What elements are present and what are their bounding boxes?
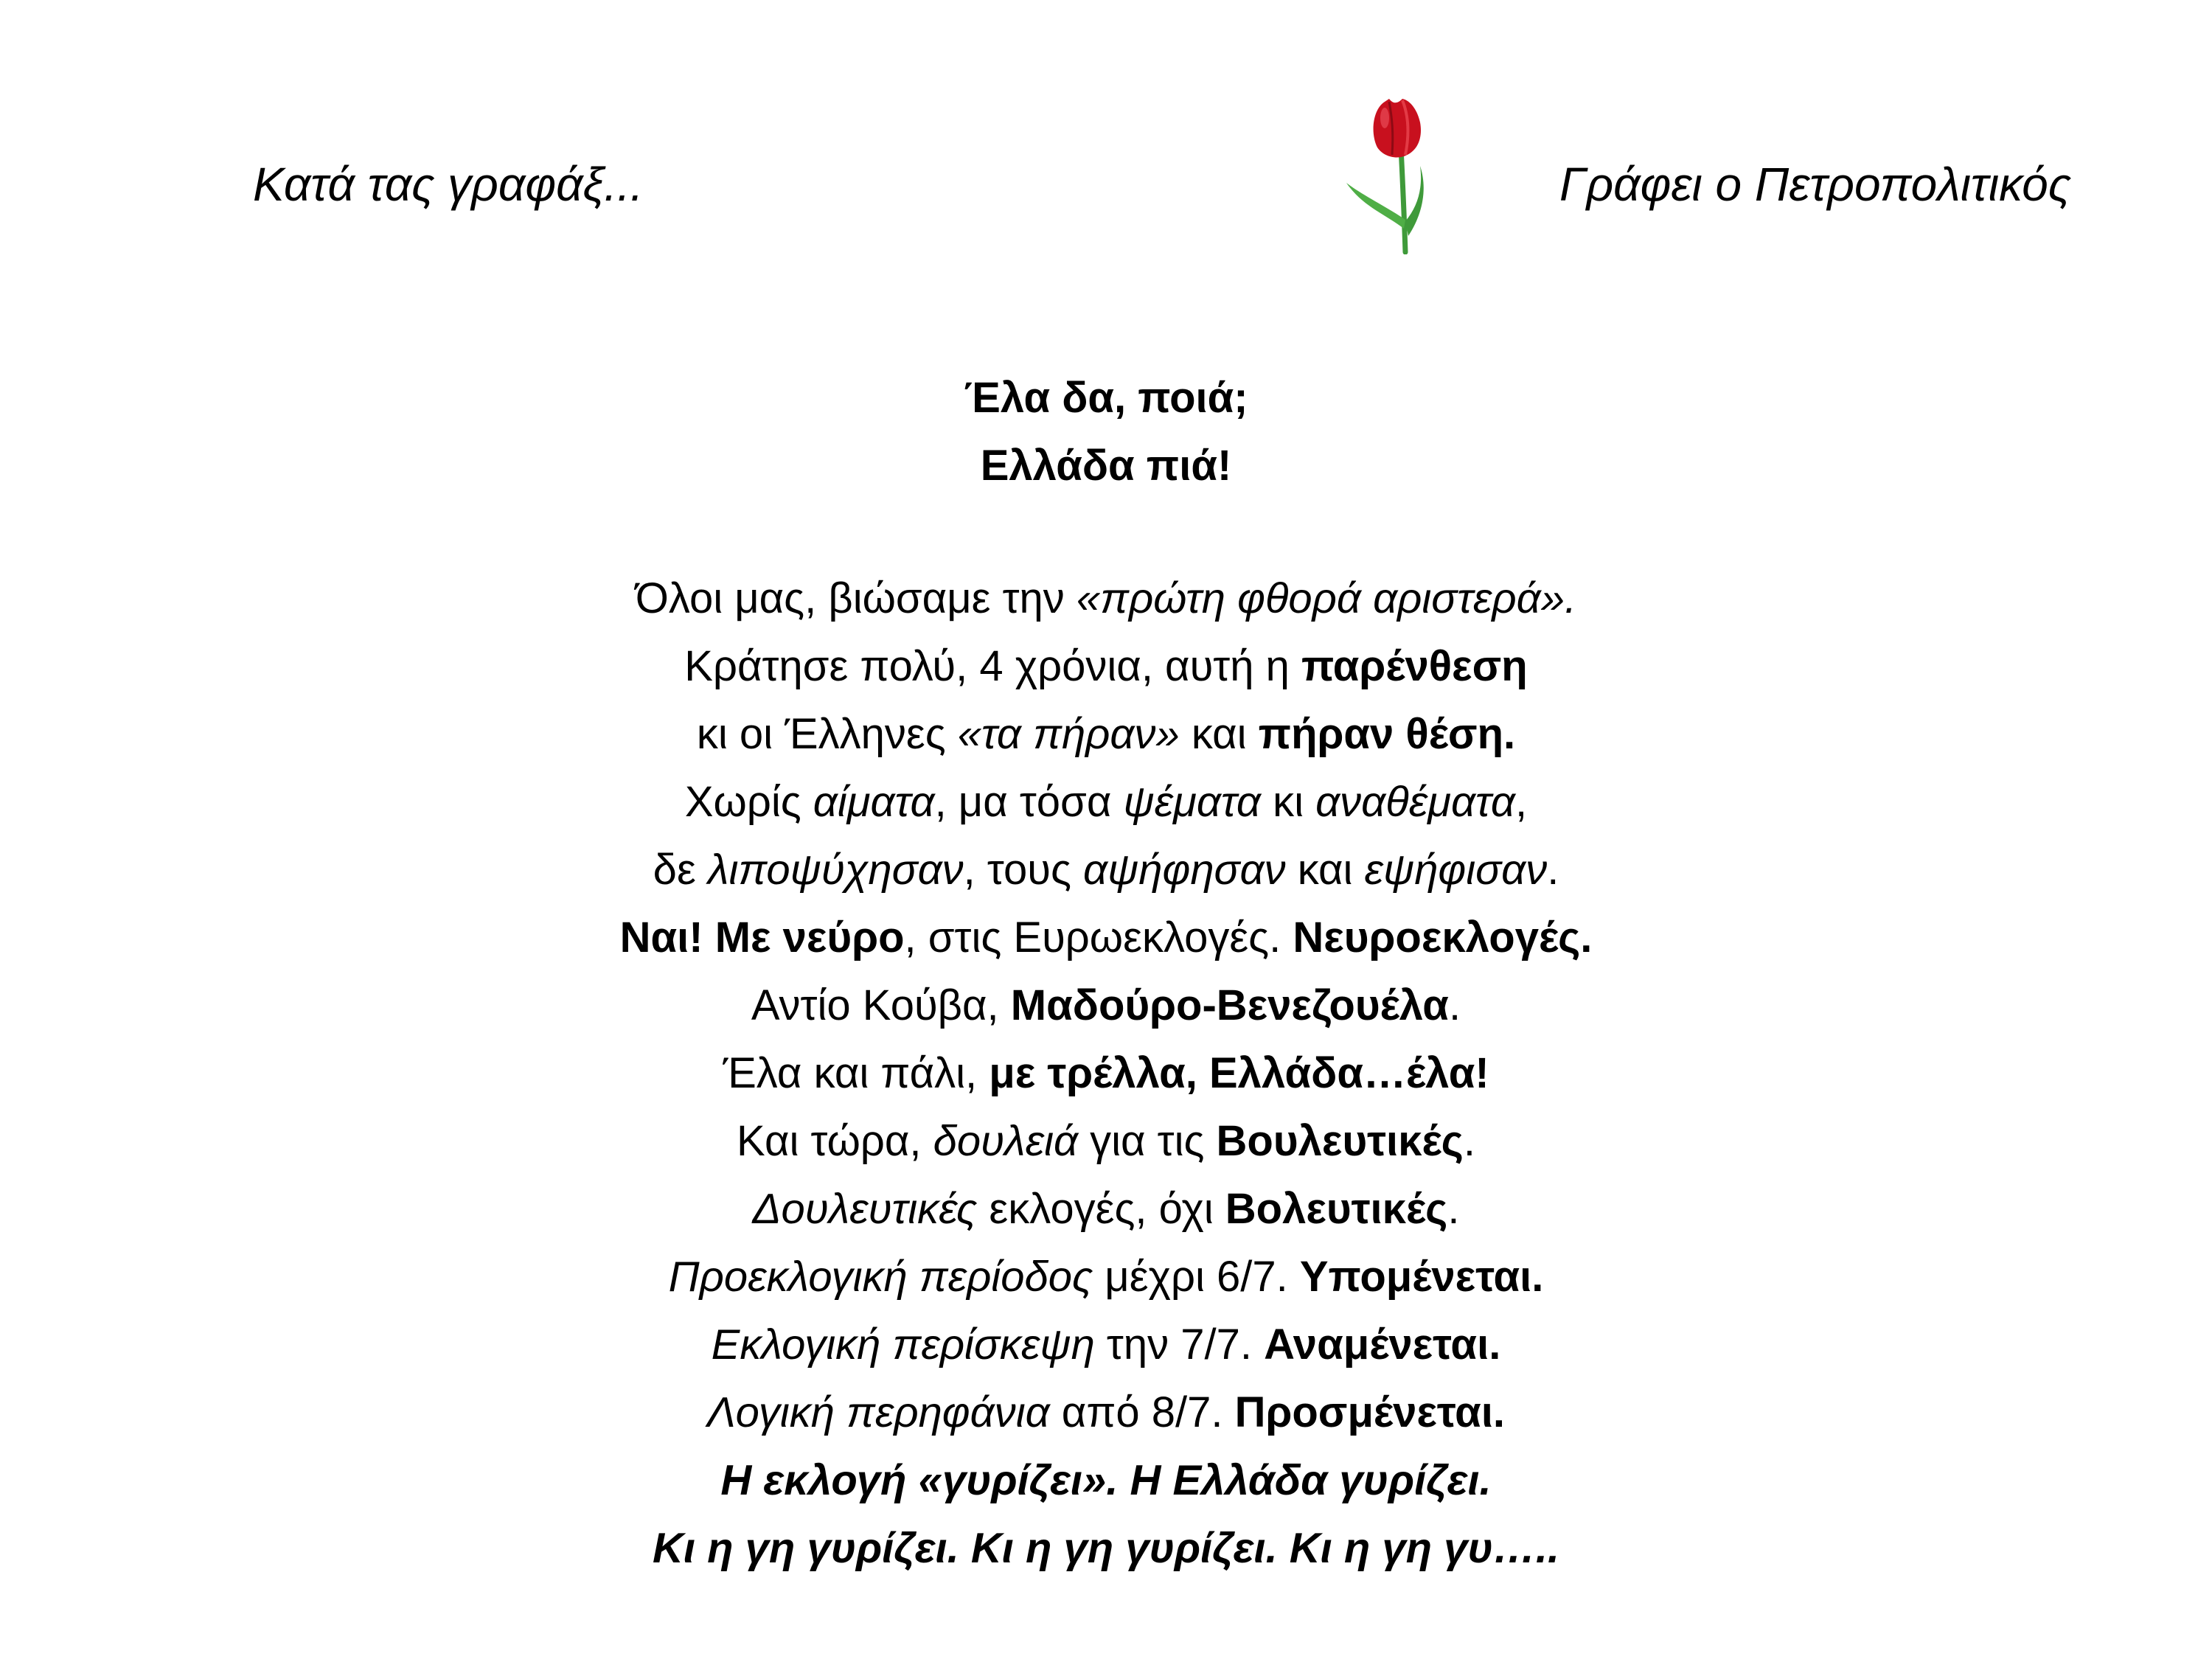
- poem-segment: Αντίο Κούβα,: [751, 981, 1011, 1029]
- poem-segment: Βολευτικές: [1225, 1185, 1448, 1233]
- poem-segment: κι οι Έλληνες: [696, 710, 958, 758]
- tulip-icon: [1340, 96, 1451, 254]
- poem-segment: με τρέλλα, Ελλάδα…έλα!: [989, 1049, 1489, 1097]
- poem-segment: Νευροεκλογές.: [1293, 914, 1593, 961]
- poem-segment: την 7/7.: [1094, 1321, 1265, 1368]
- poem-segment: Η εκλογή «γυρίζει». Η Ελλάδα γυρίζει.: [720, 1456, 1492, 1504]
- poem-line: [0, 972, 2212, 1040]
- poem-line: [0, 1243, 2212, 1311]
- poem-segment: Προεκλογική περίοδος: [668, 1253, 1093, 1301]
- poem-body: [0, 565, 2212, 1582]
- title-line: Έλα δα, ποιά;: [964, 374, 1248, 422]
- poem-segment: Προσμένεται.: [1234, 1388, 1506, 1436]
- poem-segment: Και τώρα,: [737, 1117, 933, 1165]
- poem-title: [0, 364, 2212, 500]
- poem-segment: Ναι! Με νεύρο: [619, 914, 905, 961]
- poem-segment: .: [1447, 1185, 1460, 1233]
- poem-segment: «τα πήραν»: [957, 710, 1180, 758]
- poem-segment: ψέματα: [1123, 778, 1261, 826]
- poem-segment: Κράτησε πολύ, 4 χρόνια, αυτή η: [684, 642, 1301, 690]
- poem-segment: Δουλευτικές: [752, 1185, 978, 1233]
- poem-segment: δε: [653, 846, 708, 894]
- poem-line: [0, 768, 2212, 836]
- poem-segment: Υπομένεται.: [1299, 1253, 1544, 1301]
- poem-segment: από 8/7.: [1049, 1388, 1235, 1436]
- poem-line: [0, 1107, 2212, 1175]
- poem-segment: , μα τόσα: [934, 778, 1124, 826]
- poem-line: [0, 1379, 2212, 1447]
- poem-line: [0, 565, 2212, 633]
- poem-line: [0, 1514, 2212, 1582]
- poem-segment: αίματα: [813, 778, 935, 826]
- header-left-text: Κατά τας γραφάξ...: [253, 158, 644, 211]
- poem-segment: Εκλογική περίσκεψη: [711, 1321, 1095, 1368]
- poem-line: [0, 836, 2212, 904]
- poem-segment: Μαδούρο-Βενεζουέλα: [1010, 981, 1449, 1029]
- poem-segment: , τους: [963, 846, 1084, 894]
- poem-segment: αναθέματα: [1315, 778, 1516, 826]
- poem-segment: Χωρίς: [684, 778, 813, 826]
- poem-line: [0, 1447, 2212, 1514]
- poem-segment: Βουλευτικές: [1216, 1117, 1464, 1165]
- poem-line: [0, 633, 2212, 700]
- poem-segment: Αναμένεται.: [1264, 1321, 1501, 1368]
- poem-segment: ,: [1515, 778, 1528, 826]
- poem-line: [0, 1311, 2212, 1379]
- header-right-text: Γράφει ο Πετροπολιτικός: [1559, 158, 2071, 211]
- poem-segment: Έλα και πάλι,: [723, 1049, 990, 1097]
- title-line: Ελλάδα πιά!: [980, 442, 1232, 490]
- poem-segment: αψήφησαν: [1083, 846, 1286, 894]
- poem-segment: πήραν θέση.: [1258, 710, 1516, 758]
- poem-line: [0, 1175, 2212, 1243]
- poem-segment: παρένθεση: [1301, 642, 1528, 690]
- poem-segment: λιποψύχησαν: [707, 846, 964, 894]
- poem-segment: και: [1179, 710, 1259, 758]
- poem-segment: δουλειά: [933, 1117, 1079, 1165]
- poem-line: [0, 904, 2212, 972]
- poem-segment: κι: [1260, 778, 1316, 826]
- poem-segment: .: [1547, 846, 1559, 894]
- poem-segment: , στις Ευρωεκλογές.: [904, 914, 1293, 961]
- poem-segment: .: [1463, 1117, 1475, 1165]
- poem-line: [0, 1040, 2212, 1107]
- poem-segment: για τις: [1078, 1117, 1217, 1165]
- poem-segment: εκλογές, όχι: [977, 1185, 1225, 1233]
- poem-line: [0, 700, 2212, 768]
- poem-segment: μέχρι 6/7.: [1093, 1253, 1300, 1301]
- poem-segment: «πρώτη φθορά αριστερά».: [1076, 574, 1577, 622]
- poem-segment: Όλοι μας, βιώσαμε την: [635, 574, 1077, 622]
- poem-segment: .: [1448, 981, 1461, 1029]
- poem-segment: Λογική περηφάνια: [706, 1388, 1050, 1436]
- poem-segment: εψήφισαν: [1364, 846, 1548, 894]
- poem-segment: και: [1285, 846, 1365, 894]
- poem-segment: Κι η γη γυρίζει. Κι η γη γυρίζει. Κι η γη γυ…..: [653, 1524, 1559, 1572]
